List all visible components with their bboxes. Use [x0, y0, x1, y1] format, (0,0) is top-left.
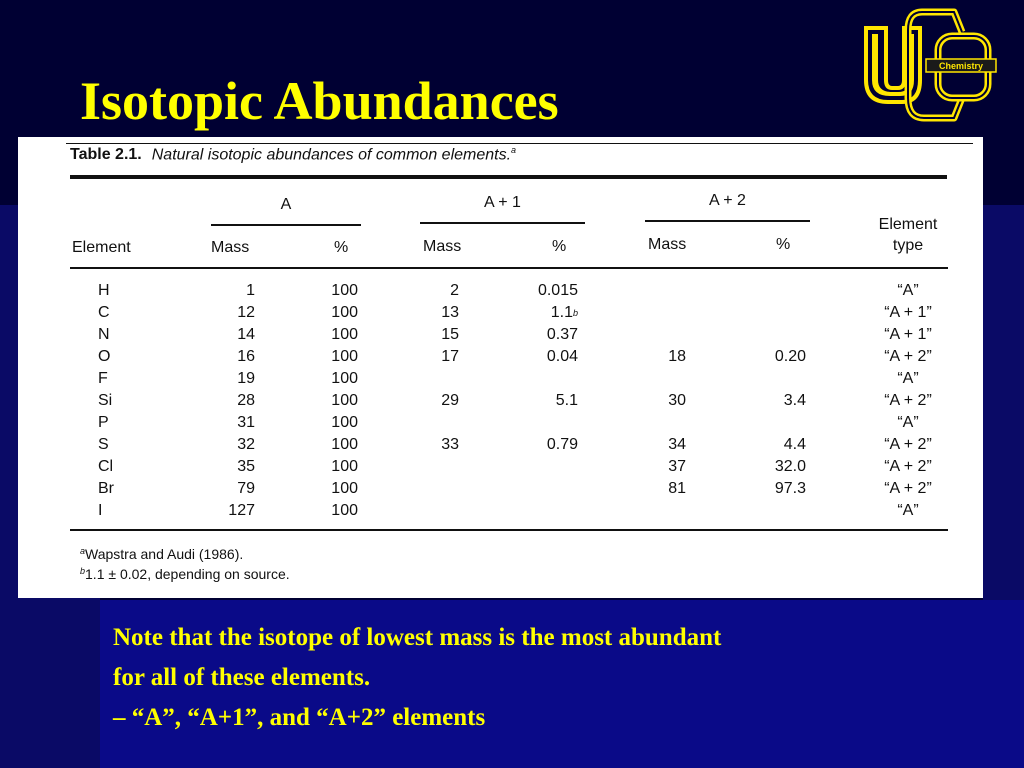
cell-footnote-mark: b	[572, 308, 578, 318]
cell-a-mass: 14	[237, 326, 255, 343]
cell-a-percent: 100	[331, 348, 358, 365]
group-rule-a	[211, 224, 361, 226]
col-header-a-percent: %	[334, 239, 349, 256]
cell-a-mass: 19	[237, 370, 255, 387]
cell-a1-percent	[551, 302, 578, 324]
cell-a-percent: 100	[331, 480, 358, 497]
cell-a-mass: 79	[237, 480, 255, 497]
cell-a2-percent: 3.4	[783, 392, 806, 409]
group-rule-a2	[645, 220, 810, 222]
table-caption-label: Table 2.1.	[70, 146, 142, 164]
cell-element-type: “A + 2”	[884, 348, 932, 365]
cell-a-percent: 100	[331, 304, 358, 321]
table-caption-text: Natural isotopic abundances of common elements.	[151, 146, 512, 164]
cell-a2-percent: 0.20	[774, 348, 806, 365]
cell-element-type: “A + 2”	[884, 480, 932, 497]
cell-element: O	[98, 348, 111, 365]
cell-a2-percent: 97.3	[774, 480, 806, 497]
col-header-a2-mass: Mass	[648, 236, 687, 253]
table-thick-rule	[70, 175, 947, 179]
cell-a-percent: 100	[331, 502, 358, 519]
table-top-rule	[66, 143, 973, 144]
cell-a-mass: 28	[237, 392, 255, 409]
table-row	[18, 302, 983, 324]
table-row	[18, 456, 983, 478]
cell-element-type: “A”	[897, 414, 919, 431]
cell-a-mass: 32	[237, 436, 255, 453]
cell-element: I	[98, 502, 103, 519]
cell-a2-mass: 18	[668, 348, 686, 365]
cell-element: S	[98, 436, 109, 453]
cell-element: H	[98, 282, 110, 299]
cell-a-percent: 100	[331, 414, 358, 431]
footnote-b-mark: b	[80, 566, 86, 576]
slide-note	[113, 618, 993, 738]
col-header-type-line2: type	[892, 237, 924, 254]
cell-a-percent: 100	[331, 326, 358, 343]
cell-a2-mass: 30	[668, 392, 686, 409]
col-header-type-line1: Element	[878, 216, 938, 233]
group-header-a2: A + 2	[709, 192, 746, 209]
cell-a-percent: 100	[331, 282, 358, 299]
footnote-b-text: 1.1 ± 0.02, depending on source.	[85, 566, 290, 582]
background-band-right	[983, 205, 1024, 600]
cell-a-mass: 31	[237, 414, 255, 431]
col-header-element-type	[858, 214, 958, 256]
col-header-a1-mass: Mass	[423, 238, 462, 255]
cell-element-type: “A + 2”	[884, 392, 932, 409]
table-row	[18, 346, 983, 368]
cell-a-percent: 100	[331, 370, 358, 387]
table-row	[18, 324, 983, 346]
col-header-a2-percent: %	[776, 236, 791, 253]
table-row	[18, 412, 983, 434]
cell-element-type: “A + 2”	[884, 436, 932, 453]
table-row	[18, 478, 983, 500]
table-row	[18, 390, 983, 412]
footnote-b	[80, 566, 290, 582]
cell-a2-mass: 34	[668, 436, 686, 453]
cell-element: N	[98, 326, 110, 343]
cell-element-type: “A”	[897, 502, 919, 519]
cell-a2-mass: 37	[668, 458, 686, 475]
cell-a2-percent: 4.4	[783, 436, 806, 453]
cell-a-mass: 127	[228, 502, 255, 519]
note-line-1: Note that the isotope of lowest mass is the most abundant	[113, 624, 722, 651]
cell-a1-mass: 2	[450, 282, 459, 299]
cell-a-percent: 100	[331, 458, 358, 475]
note-line-2: for all of these elements.	[113, 664, 371, 691]
cell-element: Si	[98, 392, 113, 409]
col-header-a-mass: Mass	[211, 239, 250, 256]
table-row	[18, 434, 983, 456]
cell-element: P	[98, 414, 109, 431]
cell-element: C	[98, 304, 110, 321]
cell-element-type: “A + 1”	[884, 304, 932, 321]
group-rule-a1	[420, 222, 585, 224]
cell-a-percent: 100	[331, 392, 358, 409]
cell-element: Cl	[98, 458, 114, 475]
cell-a1-mass: 29	[441, 392, 459, 409]
cell-a1-mass: 13	[441, 304, 459, 321]
cell-a1-mass: 15	[441, 326, 459, 343]
footnote-a-text: Wapstra and Audi (1986).	[85, 546, 244, 562]
cell-a-mass: 1	[246, 282, 255, 299]
cell-element-type: “A + 1”	[884, 326, 932, 343]
slide-title: Isotopic Abundances	[80, 71, 559, 131]
cell-element: Br	[98, 480, 114, 497]
cell-element: F	[98, 370, 108, 387]
cell-a1-percent: 0.04	[546, 348, 578, 365]
cell-a-percent: 100	[331, 436, 358, 453]
cell-a-mass: 16	[237, 348, 255, 365]
cell-a-mass: 12	[237, 304, 255, 321]
footnote-a	[80, 546, 243, 562]
cell-a1-percent-value: 1.1	[550, 304, 573, 321]
cell-element-type: “A”	[897, 282, 919, 299]
cell-element-type: “A + 2”	[884, 458, 932, 475]
cell-a1-mass: 33	[441, 436, 459, 453]
table-row	[18, 500, 983, 522]
logo-banner-text: Chemistry	[938, 61, 984, 71]
col-header-a1-percent: %	[552, 238, 567, 255]
table-row	[18, 368, 983, 390]
cell-a-mass: 35	[237, 458, 255, 475]
note-line-3: – “A”, “A+1”, and “A+2” elements	[113, 704, 486, 731]
group-header-a: A	[280, 196, 292, 213]
footnote-a-mark: a	[80, 546, 86, 556]
cell-a2-percent: 32.0	[774, 458, 806, 475]
cell-a1-mass: 17	[441, 348, 459, 365]
group-header-a1: A + 1	[484, 194, 521, 211]
cell-element-type: “A”	[897, 370, 919, 387]
isotope-table-image	[18, 137, 983, 598]
col-header-element: Element	[72, 239, 131, 256]
table-header-rule	[70, 267, 948, 269]
table-row	[18, 280, 983, 302]
university-logo-icon	[858, 2, 998, 126]
cell-a1-percent: 0.37	[546, 326, 578, 343]
table-bottom-rule	[70, 529, 948, 531]
cell-a1-percent: 0.015	[537, 282, 578, 299]
cell-a1-percent: 0.79	[546, 436, 578, 453]
cell-a1-percent: 5.1	[555, 392, 578, 409]
cell-a2-mass: 81	[668, 480, 686, 497]
table-caption-sup: a	[511, 145, 517, 155]
table-caption	[70, 145, 516, 164]
